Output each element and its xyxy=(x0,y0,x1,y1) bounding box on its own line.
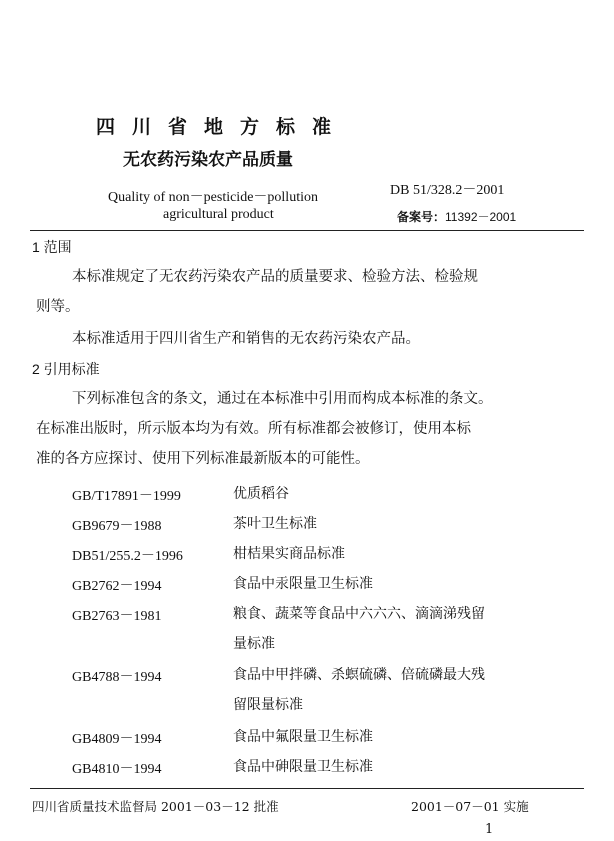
reference-code: GB2763－1981 xyxy=(72,609,162,624)
header-rule xyxy=(30,230,584,231)
reference-code: GB2762－1994 xyxy=(72,579,162,594)
record-value: 11392－2001 xyxy=(445,210,517,224)
reference-code: GB9679－1988 xyxy=(72,519,162,534)
refs-p1-line2: 在标准出版时，所示版本均为有效。所有标准都会被修订，使用本标 xyxy=(36,421,471,437)
record-number xyxy=(397,208,516,225)
document-title: 无农药污染农产品质量 xyxy=(123,150,293,170)
footer-rule xyxy=(30,788,584,789)
reference-code: GB4810－1994 xyxy=(72,762,162,777)
reference-title: 量标准 xyxy=(233,636,275,652)
reference-title: 留限量标准 xyxy=(233,697,303,713)
reference-code: GB4809－1994 xyxy=(72,732,162,747)
issuer-title: 四川省地方标准 xyxy=(96,116,349,138)
reference-code: GB4788－1994 xyxy=(72,670,162,685)
scope-p1-line2: 则等。 xyxy=(36,299,80,315)
references-intro xyxy=(36,384,586,474)
reference-title: 茶叶卫生标准 xyxy=(233,516,317,532)
reference-title: 优质稻谷 xyxy=(233,486,289,502)
section-heading-references: 2 引用标准 xyxy=(32,361,100,377)
reference-title: 食品中甲拌磷、杀螟硫磷、倍硫磷最大残 xyxy=(233,667,485,683)
reference-title: 柑桔果实商品标准 xyxy=(233,546,345,562)
approval-line: 四川省质量技术监督局 2001－03－12 批准 xyxy=(32,799,279,814)
scope-p1-line1: 本标准规定了无农药污染农产品的质量要求、检验方法、检验规 xyxy=(72,269,478,285)
scope-paragraph-2: 本标准适用于四川省生产和销售的无农药污染农产品。 xyxy=(72,331,420,347)
scope-paragraph-1 xyxy=(36,262,576,322)
refs-p1-line3: 准的各方应探讨、使用下列标准最新版本的可能性。 xyxy=(36,451,370,467)
record-label: 备案号： xyxy=(397,210,446,224)
reference-title: 食品中汞限量卫生标准 xyxy=(233,576,373,592)
section-heading-scope: 1 范围 xyxy=(32,239,72,255)
page-number: 1 xyxy=(485,822,494,837)
refs-p1-line1: 下列标准包含的条文，通过在本标准中引用而构成本标准的条文。 xyxy=(72,391,493,407)
standard-number: DB 51/328.2－2001 xyxy=(390,183,505,198)
reference-title: 食品中砷限量卫生标准 xyxy=(233,759,373,775)
reference-title: 食品中氟限量卫生标准 xyxy=(233,729,373,745)
reference-code: DB51/255.2－1996 xyxy=(72,549,183,564)
reference-title: 粮食、蔬菜等食品中六六六、滴滴涕残留 xyxy=(233,606,485,622)
english-title-line1: Quality of non－pesticide－pollution xyxy=(108,190,318,205)
english-title-line2: agricultural product xyxy=(163,207,274,222)
reference-code: GB/T17891－1999 xyxy=(72,489,181,504)
effective-line: 2001－07－01 实施 xyxy=(411,799,529,814)
